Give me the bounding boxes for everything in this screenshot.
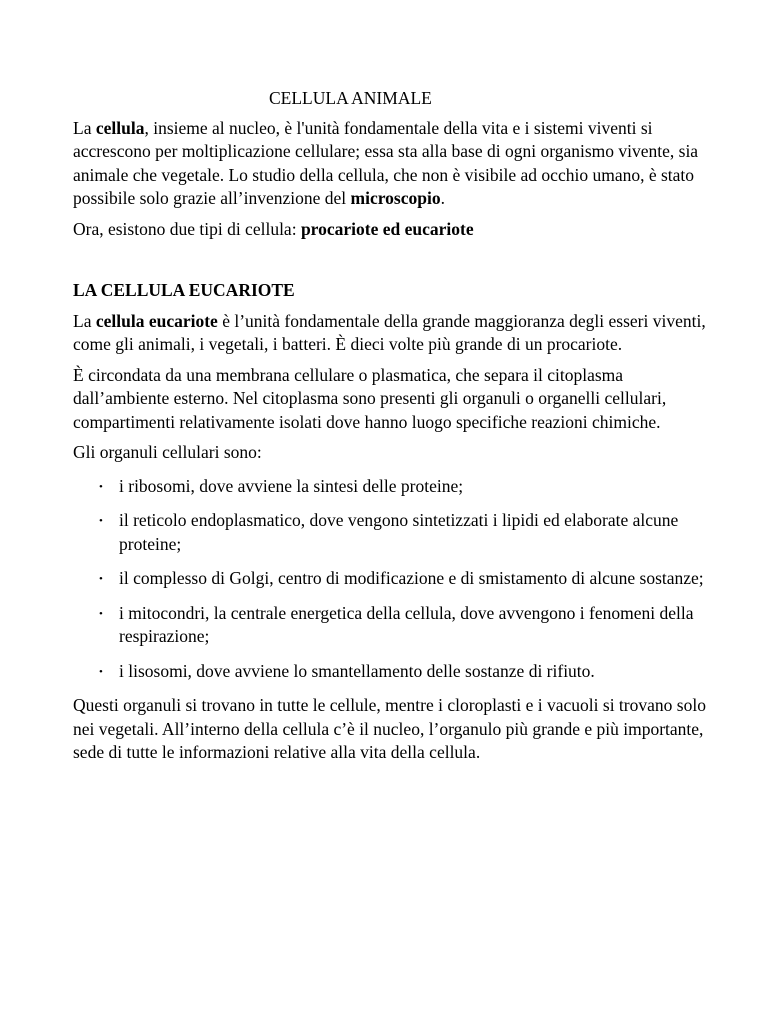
list-item bbox=[73, 567, 713, 591]
bullet-icon: • bbox=[99, 515, 103, 527]
list-item-text: i mitocondri, la centrale energetica della cellula, dove avvengono i fenomeni della respirazione; bbox=[119, 602, 694, 646]
list-item bbox=[73, 660, 713, 684]
intro-paragraph bbox=[73, 117, 713, 211]
eukaryote-text-1: La bbox=[73, 310, 96, 331]
list-item-text: i ribosomi, dove avviene la sintesi delle proteine; bbox=[119, 475, 464, 496]
eukaryote-definition-paragraph bbox=[73, 310, 713, 357]
eukaryote-text-2: è l’unità fondamentale della grande maggioranza degli esseri viventi, come gli animali, i vegetali, i batteri. È dieci volte più grande di un procariote. bbox=[73, 310, 706, 354]
intro-term-cellula: cellula bbox=[95, 117, 145, 138]
list-item-text: il reticolo endoplasmatico, dove vengono sintetizzati i lipidi ed elaborate alcune proteine; bbox=[119, 510, 679, 554]
organelles-intro: Gli organuli cellulari sono: bbox=[73, 442, 262, 462]
document-page bbox=[73, 87, 713, 772]
bullet-icon: • bbox=[99, 665, 103, 678]
list-item bbox=[73, 475, 713, 499]
eukaryote-term: cellula eucariote bbox=[95, 310, 218, 331]
document-title: CELLULA ANIMALE bbox=[269, 88, 432, 108]
organelles-list bbox=[73, 475, 713, 684]
list-item bbox=[73, 509, 713, 556]
list-item bbox=[73, 602, 713, 649]
cell-types-paragraph bbox=[73, 218, 713, 242]
intro-text-1: La bbox=[73, 117, 96, 138]
bullet-icon: • bbox=[99, 480, 103, 493]
bullet-icon: • bbox=[99, 607, 103, 620]
intro-text-2: , insieme al nucleo, è l'unità fondamentale della vita e i sistemi viventi si accrescono per moltiplicazione cellulare; essa sta alla base di ogni organismo vivente, sia animale che vegetale. Lo studio della cellula, che non è visibile ad occhio umano, è stato possibile solo grazie all’invenzione del bbox=[73, 117, 699, 208]
list-item-text: il complesso di Golgi, centro di modificazione e di smistamento di alcune sostanze; bbox=[119, 568, 704, 588]
intro-text-3: . bbox=[440, 188, 445, 208]
section-heading: LA CELLULA EUCARIOTE bbox=[73, 280, 295, 300]
closing-paragraph: Questi organuli si trovano in tutte le cellule, mentre i cloroplasti e i vacuoli si trovano solo nei vegetali. All’interno della cellula c’è il nucleo, l’organulo più grande e più importante, sede di tutte le informazioni relative alla vita della cellula. bbox=[73, 695, 706, 762]
intro-term-microscopio: microscopio bbox=[350, 188, 441, 208]
membrane-paragraph: È circondata da una membrana cellulare o plasmatica, che separa il citoplasma dall’ambiente esterno. Nel citoplasma sono presenti gli organuli o organelli cellulari, compartimenti relativamente isolati dove hanno luogo specifiche reazioni chimiche. bbox=[73, 364, 667, 432]
bullet-icon: • bbox=[99, 573, 103, 585]
list-item-text: i lisosomi, dove avviene lo smantellamento delle sostanze di rifiuto. bbox=[119, 660, 595, 681]
cell-types-text: Ora, esistono due tipi di cellula: bbox=[73, 218, 301, 239]
cell-types-term: procariote ed eucariote bbox=[300, 218, 474, 239]
